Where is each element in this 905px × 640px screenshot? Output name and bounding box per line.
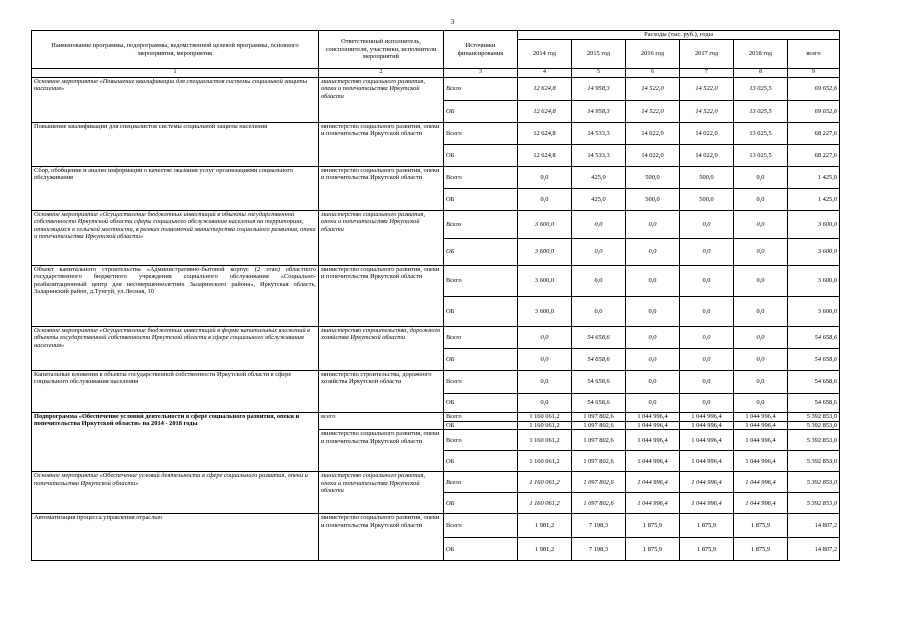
row-total: 54 658,6: [788, 327, 840, 349]
row-value: 12 624,8: [518, 123, 572, 145]
row-total: 68 227,6: [788, 123, 840, 145]
row-value: 0,0: [626, 327, 680, 349]
row-value: 0,0: [626, 239, 680, 266]
row-source: ОБ: [444, 189, 518, 211]
row-executor: министерство строительства, дорожного хозяйства Иркутской области: [319, 371, 444, 413]
row-value: 0,0: [734, 167, 788, 189]
row-value: 1 097 802,6: [572, 472, 626, 493]
row-source: ОБ: [444, 493, 518, 514]
row-source: Всего: [444, 413, 518, 422]
row-value: 1 875,9: [626, 538, 680, 561]
row-source: ОБ: [444, 394, 518, 413]
row-value: 0,0: [734, 266, 788, 297]
row-value: 1 044 996,4: [734, 451, 788, 472]
row-source: Всего: [444, 266, 518, 297]
row-total: 5 392 853,0: [788, 422, 840, 430]
header-year: 2014 год: [518, 40, 572, 69]
table-row: [32, 167, 840, 189]
row-name: Основное мероприятие «Осуществление бюджетных инвестиций в форме капитальных вложений в объекты государственной собственности Иркутской области в сфере социального обслуживания населения»: [32, 327, 319, 371]
row-total: 54 658,6: [788, 394, 840, 413]
row-name: Подпрограмма «Обеспечение условий деятельности в сфере социального развития, опеки и попечительства Иркутской области» на 2014 - 2018 годы: [32, 413, 319, 472]
table-row: [32, 266, 840, 297]
table-row: [32, 413, 840, 422]
row-executor: министерство социального развития, опеки и попечительства Иркутской области: [319, 123, 444, 167]
row-total: 68 227,6: [788, 145, 840, 167]
row-value: 12 624,8: [518, 101, 572, 123]
row-value: 14 522,0: [680, 101, 734, 123]
row-value: 0,0: [734, 327, 788, 349]
row-value: 14 958,3: [572, 101, 626, 123]
table-row: [32, 211, 840, 239]
row-source: Всего: [444, 514, 518, 538]
row-source: ОБ: [444, 349, 518, 371]
header-name: Наименование программы, подпрограммы, ведомственной целевой программы, основного мероприятия, мероприятия: [32, 31, 319, 69]
row-source: ОБ: [444, 451, 518, 472]
row-value: 1 044 996,4: [626, 451, 680, 472]
row-value: 14 022,0: [626, 123, 680, 145]
row-value: 3 600,0: [518, 266, 572, 297]
row-value: 0,0: [626, 297, 680, 327]
row-value: 425,0: [572, 189, 626, 211]
row-value: 0,0: [518, 189, 572, 211]
row-value: 54 658,6: [572, 349, 626, 371]
row-source: ОБ: [444, 145, 518, 167]
row-value: 1 044 996,4: [626, 430, 680, 451]
row-total: 14 807,2: [788, 514, 840, 538]
row-value: 1 160 061,2: [518, 472, 572, 493]
row-value: 13 025,5: [734, 101, 788, 123]
row-value: 0,0: [734, 297, 788, 327]
row-value: 1 097 802,6: [572, 493, 626, 514]
row-source: ОБ: [444, 297, 518, 327]
row-total: 1 425,0: [788, 189, 840, 211]
row-value: 0,0: [572, 211, 626, 239]
row-value: 1 044 996,4: [680, 451, 734, 472]
row-value: 1 044 996,4: [680, 422, 734, 430]
row-total: 54 658,6: [788, 349, 840, 371]
table-row: [32, 472, 840, 493]
row-value: 1 044 996,4: [626, 413, 680, 422]
row-value: 14 022,0: [680, 123, 734, 145]
column-index: 6: [626, 69, 680, 78]
row-value: 500,0: [626, 189, 680, 211]
row-executor: министерство социального развития, опеки и попечительства Иркутской области: [319, 266, 444, 327]
row-value: 0,0: [680, 327, 734, 349]
row-value: 0,0: [626, 349, 680, 371]
row-executor: министерство социального развития, опеки и попечительства Иркутской области: [319, 211, 444, 266]
row-name: Основное мероприятие «Обеспечение условий деятельности в сфере социального развития, опеки и попечительства Иркутской области»: [32, 472, 319, 514]
row-total: 3 600,0: [788, 297, 840, 327]
row-value: 1 160 061,2: [518, 451, 572, 472]
row-value: 14 522,0: [680, 78, 734, 101]
column-index: 4: [518, 69, 572, 78]
row-value: 1 160 061,2: [518, 430, 572, 451]
row-source: ОБ: [444, 239, 518, 266]
expenses-table: [31, 30, 840, 561]
row-value: 14 958,3: [572, 78, 626, 101]
row-value: 0,0: [680, 349, 734, 371]
row-source: Всего: [444, 211, 518, 239]
row-value: 14 533,3: [572, 145, 626, 167]
header-year: 2015 год: [572, 40, 626, 69]
row-value: 13 025,5: [734, 145, 788, 167]
row-value: 0,0: [518, 371, 572, 394]
row-executor: всего: [319, 413, 444, 430]
row-value: 0,0: [572, 239, 626, 266]
row-value: 3 600,0: [518, 211, 572, 239]
row-value: 54 658,6: [572, 327, 626, 349]
column-index: 2: [319, 69, 444, 78]
row-name: Капитальные вложения в объекты государственной собственности Иркутской области в сфере социального обслуживания населения: [32, 371, 319, 413]
row-value: 14 522,0: [626, 78, 680, 101]
row-value: 7 198,3: [572, 514, 626, 538]
row-total: 69 652,6: [788, 78, 840, 101]
row-value: 0,0: [734, 394, 788, 413]
row-source: Всего: [444, 327, 518, 349]
row-value: 0,0: [518, 394, 572, 413]
header-year: 2016 год: [626, 40, 680, 69]
row-value: 1 044 996,4: [626, 472, 680, 493]
row-value: 1 044 996,4: [734, 422, 788, 430]
row-value: 1 044 996,4: [626, 493, 680, 514]
row-total: 5 392 853,0: [788, 493, 840, 514]
row-value: 1 875,9: [680, 514, 734, 538]
row-value: 3 600,0: [518, 239, 572, 266]
row-source: ОБ: [444, 101, 518, 123]
row-name: Автоматизация процесса управления отраслью: [32, 514, 319, 561]
row-value: 14 022,0: [680, 145, 734, 167]
column-index: 3: [444, 69, 518, 78]
header-source: Источники финансирования: [444, 31, 518, 69]
row-executor: министерство строительства, дорожного хозяйства Иркутской области: [319, 327, 444, 371]
row-total: 14 807,2: [788, 538, 840, 561]
row-value: 500,0: [680, 189, 734, 211]
row-name: Повышение квалификации для специалистов системы социальной защиты населения: [32, 123, 319, 167]
row-value: 0,0: [680, 211, 734, 239]
row-value: 1 044 996,4: [680, 493, 734, 514]
row-value: 1 981,2: [518, 514, 572, 538]
row-value: 0,0: [572, 297, 626, 327]
row-value: 12 624,8: [518, 145, 572, 167]
row-total: 5 392 853,0: [788, 472, 840, 493]
row-value: 1 044 996,4: [680, 413, 734, 422]
header-executor: Ответственный исполнитель, соисполнители, участники, исполнители мероприятий: [319, 31, 444, 69]
row-value: 0,0: [518, 327, 572, 349]
row-value: 0,0: [680, 394, 734, 413]
page-number: 3: [450, 18, 455, 26]
column-index: 5: [572, 69, 626, 78]
row-value: 7 198,3: [572, 538, 626, 561]
row-executor: министерство социального развития, опеки и попечительства Иркутской области: [319, 167, 444, 211]
row-value: 1 160 061,2: [518, 422, 572, 430]
row-value: 1 044 996,4: [626, 422, 680, 430]
row-value: 1 044 996,4: [680, 472, 734, 493]
row-total: 3 600,0: [788, 239, 840, 266]
row-source: Всего: [444, 472, 518, 493]
row-value: 1 875,9: [734, 538, 788, 561]
row-value: 13 025,5: [734, 78, 788, 101]
row-value: 500,0: [680, 167, 734, 189]
row-executor: министерство социального развития, опеки и попечительства Иркутской области: [319, 514, 444, 561]
row-value: 0,0: [680, 266, 734, 297]
row-name: Основное мероприятие «Повышение квалификации для специалистов системы социальной защиты населения»: [32, 78, 319, 123]
row-value: 14 522,0: [626, 101, 680, 123]
row-value: 0,0: [626, 211, 680, 239]
row-value: 0,0: [680, 297, 734, 327]
row-value: 1 097 802,6: [572, 451, 626, 472]
row-value: 3 600,0: [518, 297, 572, 327]
row-value: 54 658,6: [572, 394, 626, 413]
row-source: Всего: [444, 167, 518, 189]
row-value: 1 875,9: [734, 514, 788, 538]
row-value: 0,0: [680, 239, 734, 266]
row-value: 0,0: [734, 211, 788, 239]
row-value: 14 533,3: [572, 123, 626, 145]
table-row: [32, 327, 840, 349]
row-value: 0,0: [572, 266, 626, 297]
row-total: 1 425,0: [788, 167, 840, 189]
row-value: 0,0: [518, 349, 572, 371]
row-value: 1 097 802,6: [572, 413, 626, 422]
row-value: 425,0: [572, 167, 626, 189]
table-row: [32, 123, 840, 145]
row-executor: министерство социального развития, опеки и попечительства Иркутской области: [319, 472, 444, 514]
column-index: 1: [32, 69, 319, 78]
row-value: 1 044 996,4: [734, 493, 788, 514]
row-value: 1 160 061,2: [518, 493, 572, 514]
row-value: 1 875,9: [626, 514, 680, 538]
table-body: [32, 78, 840, 561]
row-value: 1 097 802,6: [572, 422, 626, 430]
row-value: 0,0: [626, 394, 680, 413]
row-value: 0,0: [518, 167, 572, 189]
column-index: 7: [680, 69, 734, 78]
row-source: ОБ: [444, 538, 518, 561]
row-total: 5 392 853,0: [788, 430, 840, 451]
row-value: 0,0: [734, 349, 788, 371]
row-value: 1 097 802,6: [572, 430, 626, 451]
table-row: [32, 514, 840, 538]
row-value: 1 875,9: [680, 538, 734, 561]
row-value: 54 658,6: [572, 371, 626, 394]
table-row: [32, 371, 840, 394]
row-value: 500,0: [626, 167, 680, 189]
row-source: Всего: [444, 123, 518, 145]
row-name: Объект капитального строительства «Административно-бытовой корпус (2 этап) областного государственного бюджетного учреждения социального обслуживания «Социально-реабилитационный центр для несовершеннолетних Заларинского района», Иркутская область, Заларинский район, д.Тунгуй, ул.Лесная, 10: [32, 266, 319, 327]
row-value: 12 624,8: [518, 78, 572, 101]
row-value: 0,0: [734, 189, 788, 211]
table-row: [32, 78, 840, 101]
row-name: Основное мероприятие «Осуществление бюджетных инвестиций в объекты государственной собственности Иркутской области сферы социального обслуживания населения на территориях, относящихся к сельской местности, в рамках полномочий министерства социального развития, опеки и попечительства Иркутской области»: [32, 211, 319, 266]
row-value: 1 981,2: [518, 538, 572, 561]
row-value: 0,0: [626, 266, 680, 297]
row-total: 3 600,0: [788, 266, 840, 297]
header-expenses: Расходы (тыс. руб.), годы: [518, 31, 840, 40]
row-total: 54 658,6: [788, 371, 840, 394]
row-value: 13 025,5: [734, 123, 788, 145]
row-source: Всего: [444, 371, 518, 394]
row-value: 1 044 996,4: [734, 430, 788, 451]
row-source: Всего: [444, 78, 518, 101]
row-value: 1 044 996,4: [734, 413, 788, 422]
row-total: 5 392 853,0: [788, 413, 840, 422]
row-source: ОБ: [444, 422, 518, 430]
row-total: 69 652,6: [788, 101, 840, 123]
column-index: 8: [734, 69, 788, 78]
header-year: 2018 год: [734, 40, 788, 69]
column-index: 9: [788, 69, 840, 78]
row-value: 0,0: [626, 371, 680, 394]
row-value: 0,0: [734, 239, 788, 266]
row-value: 14 022,0: [626, 145, 680, 167]
row-executor: министерство социального развития, опеки и попечительства Иркутской области: [319, 78, 444, 123]
row-value: 1 044 996,4: [680, 430, 734, 451]
row-value: 0,0: [680, 371, 734, 394]
row-executor: министерство социального развития, опеки и попечительства Иркутской области: [319, 430, 444, 472]
header-total: всего: [788, 40, 840, 69]
row-value: 0,0: [734, 371, 788, 394]
header-year: 2017 год: [680, 40, 734, 69]
row-value: 1 044 996,4: [734, 472, 788, 493]
row-value: 1 160 061,2: [518, 413, 572, 422]
row-source: Всего: [444, 430, 518, 451]
row-name: Сбор, обобщение и анализ информации о качестве оказания услуг организациями социального обслуживания: [32, 167, 319, 211]
row-total: 3 600,0: [788, 211, 840, 239]
row-total: 5 392 853,0: [788, 451, 840, 472]
